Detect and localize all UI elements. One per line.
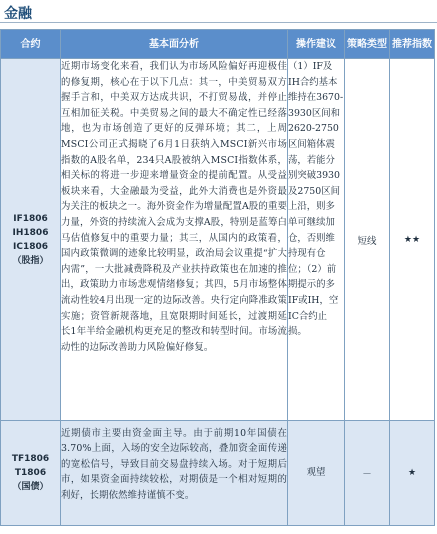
analysis-cell: 近期债市主要由资金面主导。由于前期10年国债在3.70%上面，入场的安全边际较高，叠加资金面传递的宽松信号，导致目前交易盘持续入场。对于短期后市，如果资金面持续较松，对期债是一个相对短期的利好，长期依然维持谨慎不变。 <box>61 421 288 526</box>
header-rating: 推荐指数 <box>390 30 435 59</box>
contract-code: TF1806 <box>11 454 50 464</box>
advice-cell: （1）IF及IH合约基本维持在3670-3930区间和2620-2750区间箱体震荡，若能分别突破3930及2750区间上沿，则多单可继续加仓，否则维持现有仓位；（2）前期提示的多IF或IH，空IC合约止损。 <box>288 59 345 421</box>
analysis-cell: 近期市场变化来看，我们认为市场风险偏好再迎极佳的修复期，核心在于以下几点：其一，中美贸易双方握手言和，中美双方达成共识，不打贸易战，并停止互相加征关税。中美贸易之间的最大不确定性已经落地，也为市场创造了更好的反弹环境；其二，上周MSCI公司正式揭晓了6月1日获纳入MSCI新兴市场指数的A股名单，234只A股被纳入MSCI指数体系，相关标的将进一步迎来增量资金的提前配置。从受益板块来看，大金融最为受益，此外大消费也是外资最为关注的板块之一。海外资金作为增量配置A股的重要力量，外资的持续流入会成为支撑A股，特别是蓝筹白马估值修复中的重要力量；其三，从国内的政策看，国内政策微调的迹象比较明显，政治局会议重提“扩大内需”，一大批减费降税及产业扶持政策也在加速的推出，政策助力市场悲观情绪修复；其四，5月市场整体流动性较4月出现一定的边际改善。央行定向降准政策实施；资管新规落地，且宽限期时间延长，过渡期延长1年半给金融机构更充足的整改和转型时间。市场流动性的边际改善助力风险偏好修复。 <box>61 59 288 421</box>
table-row-stock-index <box>1 59 435 421</box>
advice-cell: 观望 <box>288 421 345 526</box>
title-divider <box>0 22 437 23</box>
strategy-type-cell: 短线 <box>345 59 390 421</box>
table-row-treasury <box>1 421 435 526</box>
table-header-row <box>1 30 435 59</box>
page-title: 金融 <box>4 6 32 22</box>
contract-code: IC1806 <box>12 241 48 252</box>
contract-cell <box>1 421 61 526</box>
header-advice: 操作建议 <box>288 30 345 59</box>
rating-cell: ★★ <box>390 59 435 421</box>
strategy-type-cell: － <box>345 421 390 526</box>
contract-cell <box>1 59 61 421</box>
header-strategy-type: 策略类型 <box>345 30 390 59</box>
rating-cell: ★ <box>390 421 435 526</box>
contract-code: T1806 <box>14 468 47 478</box>
header-contract: 合约 <box>1 30 61 59</box>
strategy-table <box>0 29 435 526</box>
contract-code: IF1806 <box>13 213 48 224</box>
contract-category: （国债） <box>12 482 49 492</box>
header-analysis: 基本面分析 <box>61 30 288 59</box>
contract-code: IH1806 <box>12 227 49 238</box>
contract-category: （股指） <box>12 255 49 266</box>
